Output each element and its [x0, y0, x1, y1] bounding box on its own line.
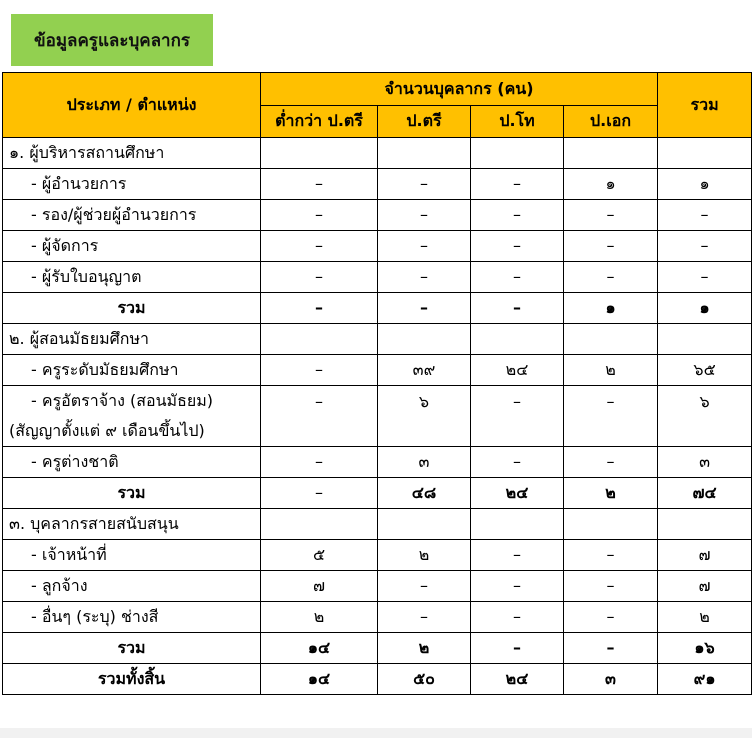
table-row-item: [3, 355, 752, 386]
value-cell: [658, 324, 752, 355]
value-cell: ๒: [658, 602, 752, 633]
value-cell: ๑๖: [658, 633, 752, 664]
value-cell: ๑: [658, 169, 752, 200]
value-cell: ๒: [564, 355, 658, 386]
value-cell: –: [471, 262, 564, 293]
table-body: [3, 138, 752, 695]
table-row-sum: [3, 293, 752, 324]
item-label: - ครูระดับมัธยมศึกษา: [3, 355, 261, 386]
value-cell: ๒: [378, 540, 471, 571]
item-label: - เจ้าหน้าที่: [3, 540, 261, 571]
value-cell: –: [378, 231, 471, 262]
table-row-item: [3, 571, 752, 602]
value-cell: ๔๘: [378, 478, 471, 509]
header-below-bachelor: ต่ำกว่า ป.ตรี: [261, 105, 378, 138]
subtotal-label: รวม: [3, 633, 261, 664]
value-cell: –: [471, 293, 564, 324]
value-cell: –: [261, 200, 378, 231]
value-cell: –: [564, 200, 658, 231]
item-label: - รอง/ผู้ช่วยผู้อำนวยการ: [3, 200, 261, 231]
value-cell: [261, 138, 378, 169]
value-cell: –: [471, 602, 564, 633]
staff-table: [2, 72, 752, 695]
value-cell: –: [564, 540, 658, 571]
subtotal-label: รวม: [3, 293, 261, 324]
value-cell: –: [564, 633, 658, 664]
value-cell: –: [564, 447, 658, 478]
value-cell: –: [658, 200, 752, 231]
value-cell: ๗: [658, 571, 752, 602]
value-cell: –: [261, 355, 378, 386]
value-cell: –: [378, 200, 471, 231]
value-cell: –: [261, 447, 378, 478]
value-cell: ๗: [658, 540, 752, 571]
table-row-section: [3, 138, 752, 169]
value-cell: ๑: [564, 293, 658, 324]
value-cell: ๒๔: [471, 478, 564, 509]
value-cell: ๑๔: [261, 633, 378, 664]
value-cell: ๙๑: [658, 664, 752, 695]
item-label: - อื่นๆ (ระบุ) ช่างสี: [3, 602, 261, 633]
item-label: - ลูกจ้าง: [3, 571, 261, 602]
header-total: รวม: [658, 73, 752, 138]
value-cell: –: [261, 169, 378, 200]
section-label: ๒. ผู้สอนมัธยมศึกษา: [3, 324, 261, 355]
item-label-line2: (สัญญาตั้งแต่ ๙ เดือนขึ้นไป): [9, 421, 205, 440]
table-row-section: [3, 509, 752, 540]
value-cell: [564, 138, 658, 169]
value-cell: ๓: [564, 664, 658, 695]
value-cell: ๓: [658, 447, 752, 478]
value-cell: –: [471, 386, 564, 447]
value-cell: ๓: [378, 447, 471, 478]
value-cell: ๖: [378, 386, 471, 447]
value-cell: [378, 138, 471, 169]
value-cell: –: [471, 447, 564, 478]
table-row-tall: [3, 386, 752, 447]
value-cell: –: [471, 169, 564, 200]
value-cell: –: [261, 231, 378, 262]
table-row-item: [3, 447, 752, 478]
section-label: ๓. บุคลากรสายสนับสนุน: [3, 509, 261, 540]
grand-total-label: รวมทั้งสิ้น: [3, 664, 261, 695]
value-cell: –: [261, 386, 378, 447]
value-cell: –: [261, 478, 378, 509]
table-row-item: [3, 540, 752, 571]
value-cell: –: [658, 231, 752, 262]
value-cell: ๒๔: [471, 355, 564, 386]
section-title: ข้อมูลครูและบุคลากร: [11, 14, 213, 66]
value-cell: –: [378, 293, 471, 324]
value-cell: [378, 509, 471, 540]
value-cell: –: [564, 262, 658, 293]
value-cell: –: [261, 262, 378, 293]
item-label: - ผู้อำนวยการ: [3, 169, 261, 200]
header-bachelor: ป.ตรี: [378, 105, 471, 138]
value-cell: [378, 324, 471, 355]
value-cell: ๒: [261, 602, 378, 633]
value-cell: –: [471, 633, 564, 664]
value-cell: [471, 138, 564, 169]
table-row-item: [3, 169, 752, 200]
table-row-item: [3, 231, 752, 262]
table-row-sum: [3, 633, 752, 664]
table-row-section: [3, 324, 752, 355]
value-cell: ๖: [658, 386, 752, 447]
value-cell: ๑: [658, 293, 752, 324]
section-label: ๑. ผู้บริหารสถานศึกษา: [3, 138, 261, 169]
value-cell: ๕๐: [378, 664, 471, 695]
value-cell: ๒: [378, 633, 471, 664]
value-cell: ๖๕: [658, 355, 752, 386]
value-cell: –: [378, 602, 471, 633]
value-cell: [658, 509, 752, 540]
value-cell: –: [471, 540, 564, 571]
table-row-item: [3, 262, 752, 293]
value-cell: –: [378, 262, 471, 293]
table-row-item: [3, 200, 752, 231]
value-cell: –: [564, 231, 658, 262]
value-cell: –: [564, 602, 658, 633]
value-cell: –: [471, 571, 564, 602]
value-cell: [261, 509, 378, 540]
header-doctorate: ป.เอก: [564, 105, 658, 138]
value-cell: [261, 324, 378, 355]
item-label-line1: - ครูอัตราจ้าง (สอนมัธยม): [31, 391, 214, 410]
value-cell: ๒: [564, 478, 658, 509]
page-bottom-strip: [0, 728, 752, 738]
value-cell: –: [564, 386, 658, 447]
value-cell: –: [378, 571, 471, 602]
value-cell: ๗๔: [658, 478, 752, 509]
value-cell: ๗: [261, 571, 378, 602]
value-cell: ๓๙: [378, 355, 471, 386]
value-cell: –: [471, 200, 564, 231]
value-cell: –: [658, 262, 752, 293]
value-cell: [564, 509, 658, 540]
header-category: ประเภท / ตำแหน่ง: [3, 73, 261, 138]
value-cell: –: [378, 169, 471, 200]
item-label: - ผู้รับใบอนุญาต: [3, 262, 261, 293]
value-cell: –: [564, 571, 658, 602]
table-row-grand: [3, 664, 752, 695]
header-staff-count: จำนวนบุคลากร (คน): [261, 73, 658, 106]
header-master: ป.โท: [471, 105, 564, 138]
value-cell: ๑: [564, 169, 658, 200]
value-cell: –: [261, 293, 378, 324]
item-label: - ครูต่างชาติ: [3, 447, 261, 478]
item-label: - ผู้จัดการ: [3, 231, 261, 262]
value-cell: [658, 138, 752, 169]
value-cell: ๒๔: [471, 664, 564, 695]
value-cell: [471, 509, 564, 540]
value-cell: ๑๔: [261, 664, 378, 695]
value-cell: [471, 324, 564, 355]
value-cell: ๕: [261, 540, 378, 571]
value-cell: –: [471, 231, 564, 262]
table-row-sum: [3, 478, 752, 509]
subtotal-label: รวม: [3, 478, 261, 509]
table-row-item: [3, 602, 752, 633]
item-label: [3, 386, 261, 447]
value-cell: [564, 324, 658, 355]
